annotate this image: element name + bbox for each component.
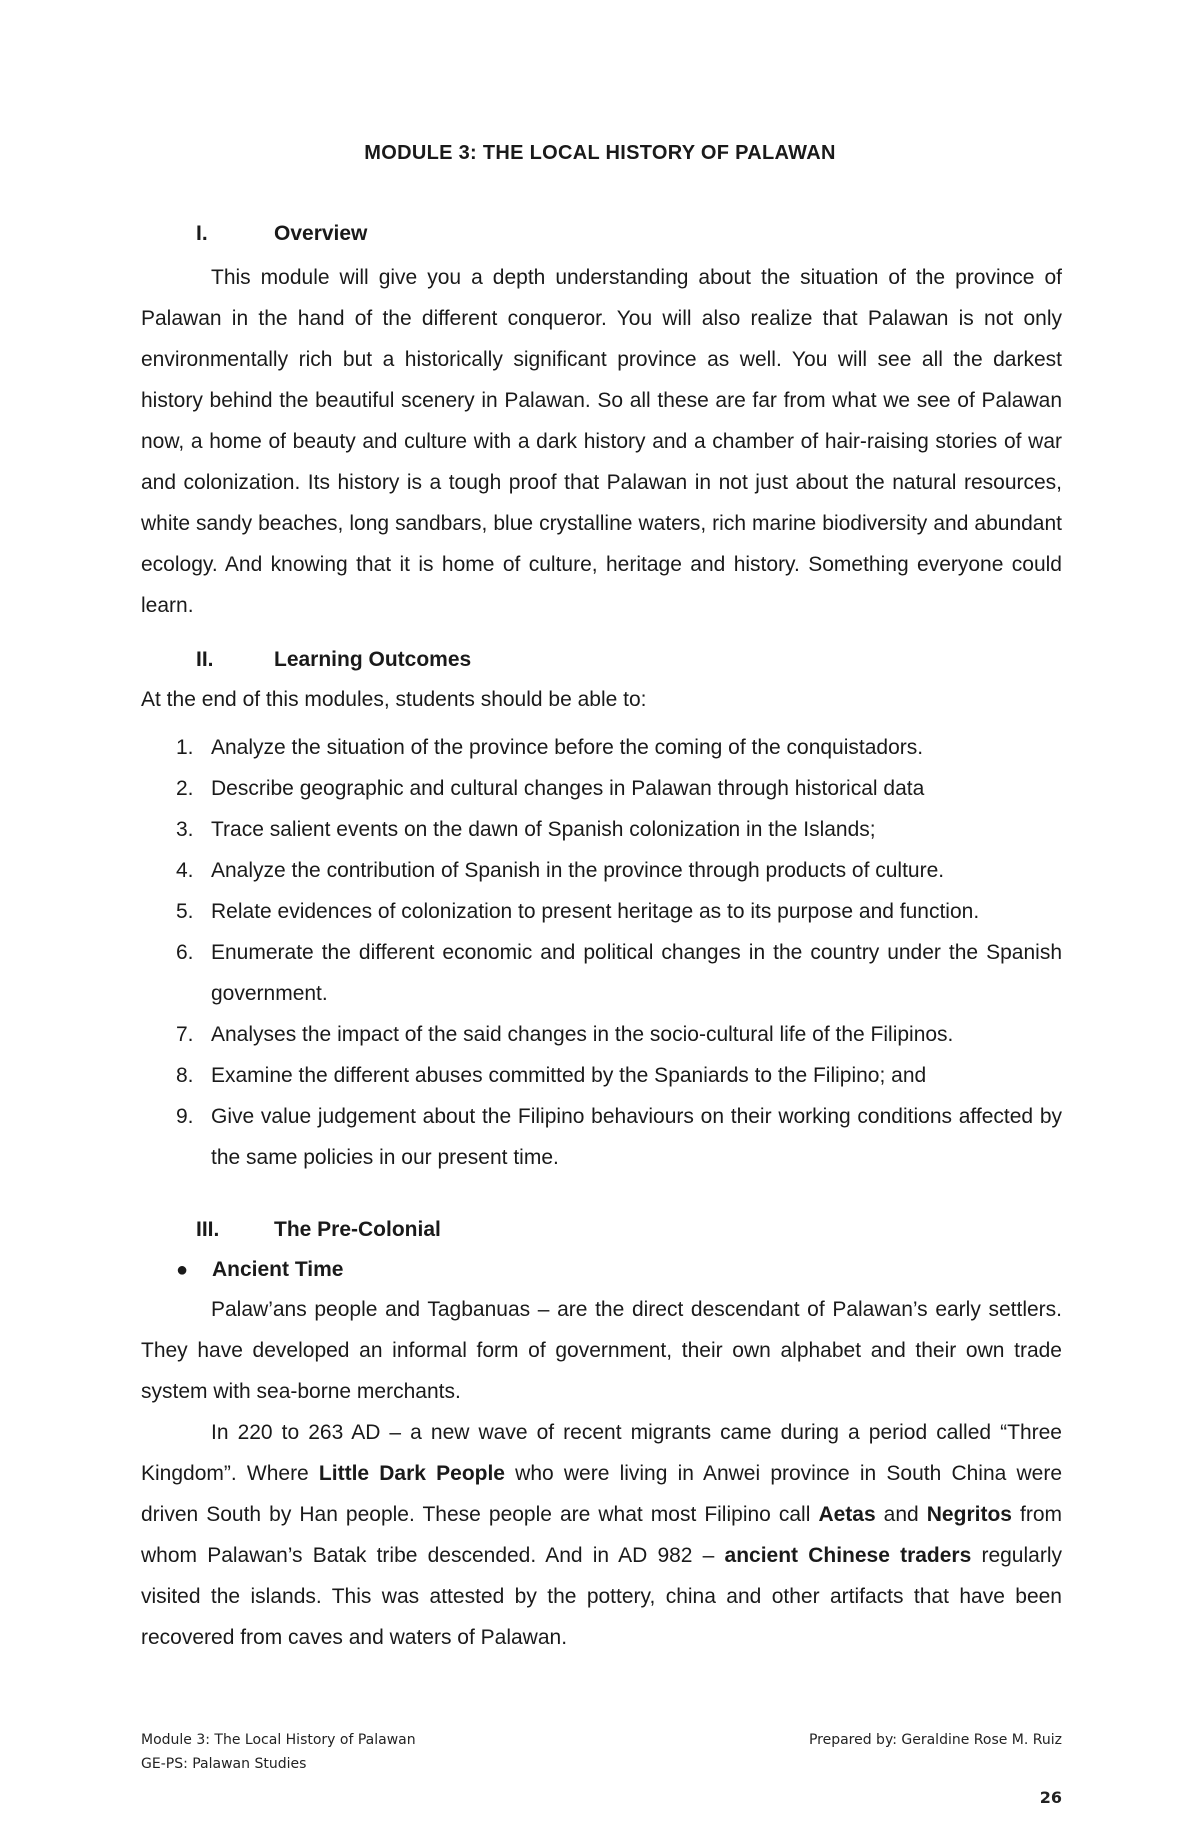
ancient-time-bullet: [176, 1258, 343, 1282]
footer-author: Prepared by: Geraldine Rose M. Ruiz: [808, 1732, 1062, 1748]
section-number: II.: [196, 648, 214, 671]
list-item: 3. Trace salient events on the dawn of Spanish colonization in the Islands;: [176, 818, 876, 841]
section-title: Overview: [274, 222, 368, 245]
bold-term: ancient Chinese traders: [724, 1544, 972, 1567]
outcomes-intro: At the end of this modules, students should be able to:: [141, 688, 647, 711]
list-item: 1. Analyze the situation of the province before the coming of the conquistadors.: [176, 736, 924, 759]
overview-paragraph: This module will give you a depth understanding about the situation of the province of Palawan in the hand of the different conqueror. You will also realize that Palawan is not only environmentally rich but a historically significant province as well. You will see all the darkest history behind the beautiful scenery in Palawan. So all these are far from what we see of Palawan now, a home of beauty and culture with a dark history and a chamber of hair-raising stories of war and colonization. Its history is a tough proof that Palawan in not just about the natural resources, white sandy beaches, long sandbars, blue crystalline waters, rich marine biodiversity and abundant ecology. And knowing that it is home of culture, heritage and history. Something everyone could learn.: [141, 266, 1062, 617]
learning-outcomes-heading: [196, 648, 471, 672]
bold-term: Aetas: [818, 1503, 876, 1526]
bullet-icon: ●: [176, 1259, 189, 1281]
list-item: 6. Enumerate the different economic and political changes in the country under the Spanish government.: [176, 941, 1062, 1005]
section-title: Learning Outcomes: [274, 648, 472, 671]
footer-course-label: GE-PS: Palawan Studies: [141, 1756, 307, 1772]
module-title: MODULE 3: THE LOCAL HISTORY OF PALAWAN: [364, 142, 836, 164]
list-item: 9. Give value judgement about the Filipino behaviours on their working conditions affected by the same policies in our present time.: [176, 1105, 1062, 1169]
section-number: III.: [196, 1218, 220, 1241]
bold-term: Negritos: [926, 1503, 1012, 1526]
footer-module-label: Module 3: The Local History of Palawan: [141, 1732, 416, 1748]
bold-term: Little Dark People: [318, 1462, 505, 1485]
pre-colonial-heading: [196, 1218, 441, 1242]
pre-colonial-paragraph-2: In 220 to 263 AD – a new wave of recent migrants came during a period called “Three Kingdom”. Where Little Dark People who were living in Anwei province in South China were driven South by Han people. These people are what most Filipino call Aetas and Negritos from whom Palawan’s Batak tribe descended. And in AD 982 – ancient Chinese traders regularly visited the islands. This was attested by the pottery, china and other artifacts that have been recovered from caves and waters of Palawan.: [141, 1421, 1063, 1649]
pre-colonial-paragraph-1: Palaw’ans people and Tagbanuas – are the direct descendant of Palawan’s early settlers. They have developed an informal form of government, their own alphabet and their own trade system with sea-borne merchants.: [141, 1298, 1062, 1403]
list-item: 4. Analyze the contribution of Spanish in the province through products of culture.: [176, 859, 945, 882]
page-number: 26: [1039, 1788, 1062, 1807]
list-item: 5. Relate evidences of colonization to present heritage as to its purpose and function.: [176, 900, 980, 923]
section-title: The Pre-Colonial: [274, 1218, 441, 1241]
bullet-label: Ancient Time: [212, 1258, 344, 1281]
outcomes-list: [141, 727, 1062, 1178]
list-item: 2. Describe geographic and cultural changes in Palawan through historical data: [176, 777, 925, 800]
overview-heading: [196, 222, 367, 246]
list-item: 8. Examine the different abuses committed by the Spaniards to the Filipino; and: [176, 1064, 927, 1087]
section-number: I.: [196, 222, 208, 245]
list-item: 7. Analyses the impact of the said changes in the socio-cultural life of the Filipinos.: [176, 1023, 954, 1046]
